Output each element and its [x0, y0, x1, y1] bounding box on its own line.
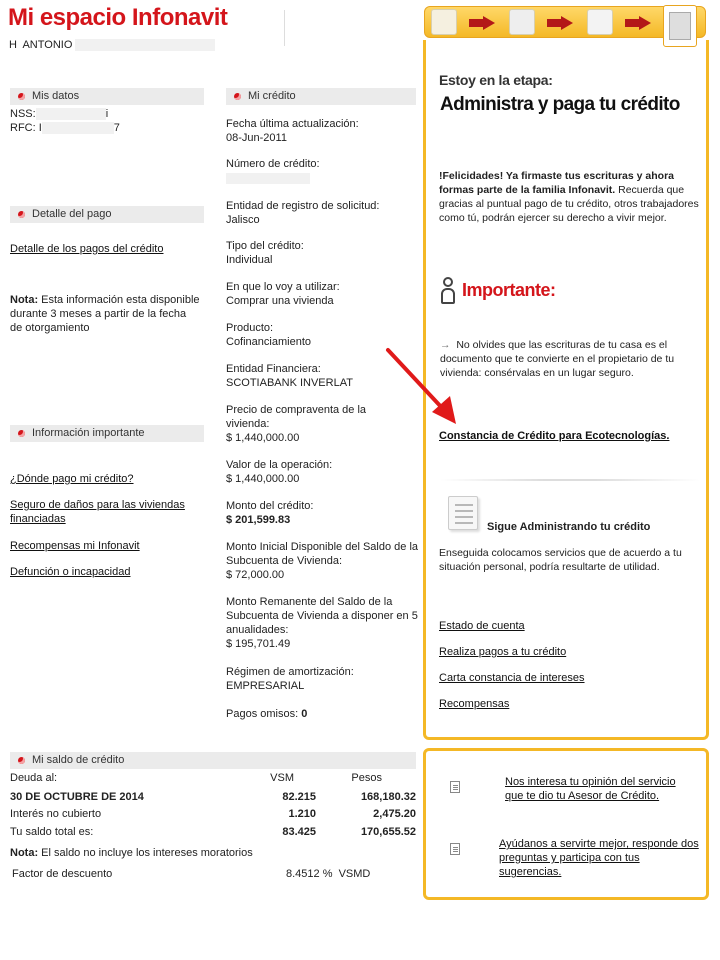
- redacted-name: [75, 39, 215, 51]
- document-icon: [450, 781, 460, 793]
- user-prefix: H: [9, 39, 17, 51]
- detalle-pagos-link[interactable]: Detalle de los pagos del crédito: [10, 243, 164, 255]
- importante-tip: → No olvides que las escrituras de tu casa es el documento que te convierte en el propietario de tu vivienda: consérvalas en un lugar seguro.: [440, 339, 675, 379]
- recompensas-panel-link[interactable]: Recompensas: [439, 698, 510, 710]
- carta-constancia-link[interactable]: Carta constancia de intereses: [439, 672, 585, 684]
- saldo-row-deuda: 30 DE OCTUBRE DE 2014 82.215 168,180.32: [10, 791, 416, 803]
- detalle-pago-header: [10, 206, 204, 223]
- panel-divider: [440, 479, 700, 481]
- realiza-pagos-link[interactable]: Realiza pagos a tu crédito: [439, 646, 567, 658]
- site-logo[interactable]: Mi espacio Infonavit: [8, 4, 228, 31]
- user-name: [9, 39, 215, 51]
- bullet-icon: [18, 430, 25, 437]
- congrats-text: !Felicidades! Ya firmaste tus escrituras y ahora formas parte de la familia Infonavit. Recuerda que gracias al puntual pago de tu crédito, otros trabajadores como tú, podrán ejercer su derecho a vivir mejor.: [439, 170, 699, 224]
- fecha-label: Fecha última actualización:: [226, 118, 359, 130]
- process-steps-bar: [424, 6, 706, 38]
- mi-credito-header: [226, 88, 416, 105]
- operacion-value: $ 1,440,000.00: [226, 473, 300, 485]
- remanente-label: Monto Remanente del Saldo de la Subcuenta de Vivienda a disponer en 5 anualidades:: [226, 596, 418, 636]
- mi-credito-title: Mi crédito: [248, 90, 296, 102]
- step-arrow-icon: [639, 16, 651, 30]
- mis-datos-title: Mis datos: [32, 90, 80, 102]
- numero-label: Número de crédito:: [226, 158, 320, 170]
- arrow-right-icon: →: [440, 339, 457, 351]
- person-icon: [440, 277, 456, 305]
- saldo-row-total: Tu saldo total es: 83.425 170,655.52: [10, 826, 416, 838]
- precio-label: Precio de compraventa de la vivienda:: [226, 404, 367, 430]
- entidad-value: Jalisco: [226, 214, 260, 226]
- regimen-label: Régimen de amortización:: [226, 666, 354, 678]
- monto-label: Monto del crédito:: [226, 500, 314, 512]
- factor-label: Factor de descuento: [12, 868, 113, 880]
- bullet-icon: [234, 93, 241, 100]
- ecotecnologias-link[interactable]: Constancia de Crédito para Ecotecnologías.: [439, 430, 670, 442]
- precio-value: $ 1,440,000.00: [226, 432, 300, 444]
- rfc-field: RFC: I 7: [10, 122, 120, 134]
- saldo-title: Mi saldo de crédito: [32, 754, 125, 766]
- donde-pago-link[interactable]: ¿Dónde pago mi crédito?: [10, 473, 134, 485]
- fecha-value: 08-Jun-2011: [226, 132, 287, 144]
- stage-title: Administra y paga tu crédito: [440, 94, 680, 115]
- inicial-label: Monto Inicial Disponible del Saldo de la Subcuenta de Vivienda:: [226, 541, 419, 567]
- inicial-value: $ 72,000.00: [226, 569, 285, 581]
- bullet-icon: [18, 93, 25, 100]
- sigue-text: Enseguida colocamos servicios que de acuerdo a tu situación personal, podría resultarte de utilidad.: [439, 547, 682, 573]
- sigue-title: Sigue Administrando tu crédito: [487, 521, 651, 533]
- stage-label: Estoy en la etapa:: [439, 72, 553, 88]
- defuncion-link[interactable]: Defunción o incapacidad: [10, 566, 131, 578]
- tipo-label: Tipo del crédito:: [226, 240, 304, 252]
- producto-label: Producto:: [226, 322, 274, 334]
- step-arrow-icon: [483, 16, 495, 30]
- recompensas-link[interactable]: Recompensas mi Infonavit: [10, 540, 140, 552]
- bullet-icon: [18, 757, 25, 764]
- info-importante-header: [10, 425, 204, 442]
- step-3-icon[interactable]: [587, 9, 613, 35]
- step-1-icon[interactable]: [431, 9, 457, 35]
- bullet-icon: [18, 211, 25, 218]
- document-icon: [450, 843, 460, 855]
- estado-cuenta-link[interactable]: Estado de cuenta: [439, 620, 525, 632]
- producto-value: Cofinanciamiento: [226, 336, 311, 348]
- monto-value: $ 201,599.83: [226, 514, 291, 526]
- financiera-value: SCOTIABANK INVERLAT: [226, 377, 353, 389]
- mis-datos-header: [10, 88, 204, 105]
- saldo-note: Nota: El saldo no incluye los intereses moratorios: [10, 847, 253, 859]
- step-arrow-icon: [561, 16, 573, 30]
- info-importante-title: Información importante: [32, 427, 145, 439]
- page-header: [0, 0, 420, 60]
- encuesta-link[interactable]: Ayúdanos a servirte mejor, responde dos preguntas y participa con tus sugerencias.: [499, 838, 699, 878]
- remanente-value: $ 195,701.49: [226, 638, 291, 650]
- entidad-label: Entidad de registro de solicitud:: [226, 200, 380, 212]
- regimen-value: EMPRESARIAL: [226, 680, 305, 692]
- user-first-name: ANTONIO: [22, 39, 73, 51]
- step-2-icon[interactable]: [509, 9, 535, 35]
- seguro-danos-link[interactable]: Seguro de daños para las viviendas financiadas: [10, 499, 185, 525]
- red-arrow-icon: [380, 342, 470, 432]
- uso-value: Comprar una vivienda: [226, 295, 334, 307]
- financiera-label: Entidad Financiera:: [226, 363, 321, 375]
- checklist-icon: [448, 496, 478, 530]
- numero-value-redacted: [226, 173, 310, 184]
- operacion-label: Valor de la operación:: [226, 459, 333, 471]
- saldo-header: [10, 752, 416, 769]
- pagos-omisos: Pagos omisos: 0: [226, 708, 308, 720]
- detalle-pago-note: Nota: Esta información esta disponible durante 3 meses a partir de la fecha de otorgamiento: [10, 294, 200, 334]
- tipo-value: Individual: [226, 254, 273, 266]
- saldo-header-row: Deuda al: VSM Pesos: [10, 772, 382, 784]
- nss-field: NSS: i: [10, 108, 109, 120]
- detalle-pago-title: Detalle del pago: [32, 208, 112, 220]
- saldo-row-interes: Interés no cubierto 1.210 2,475.20: [10, 808, 416, 820]
- uso-label: En que lo voy a utilizar:: [226, 281, 340, 293]
- header-divider: [284, 10, 285, 46]
- opinion-servicio-link[interactable]: Nos interesa tu opinión del servicio que te dio tu Asesor de Crédito.: [505, 776, 676, 802]
- factor-value: 8.4512 % VSMD: [286, 868, 371, 880]
